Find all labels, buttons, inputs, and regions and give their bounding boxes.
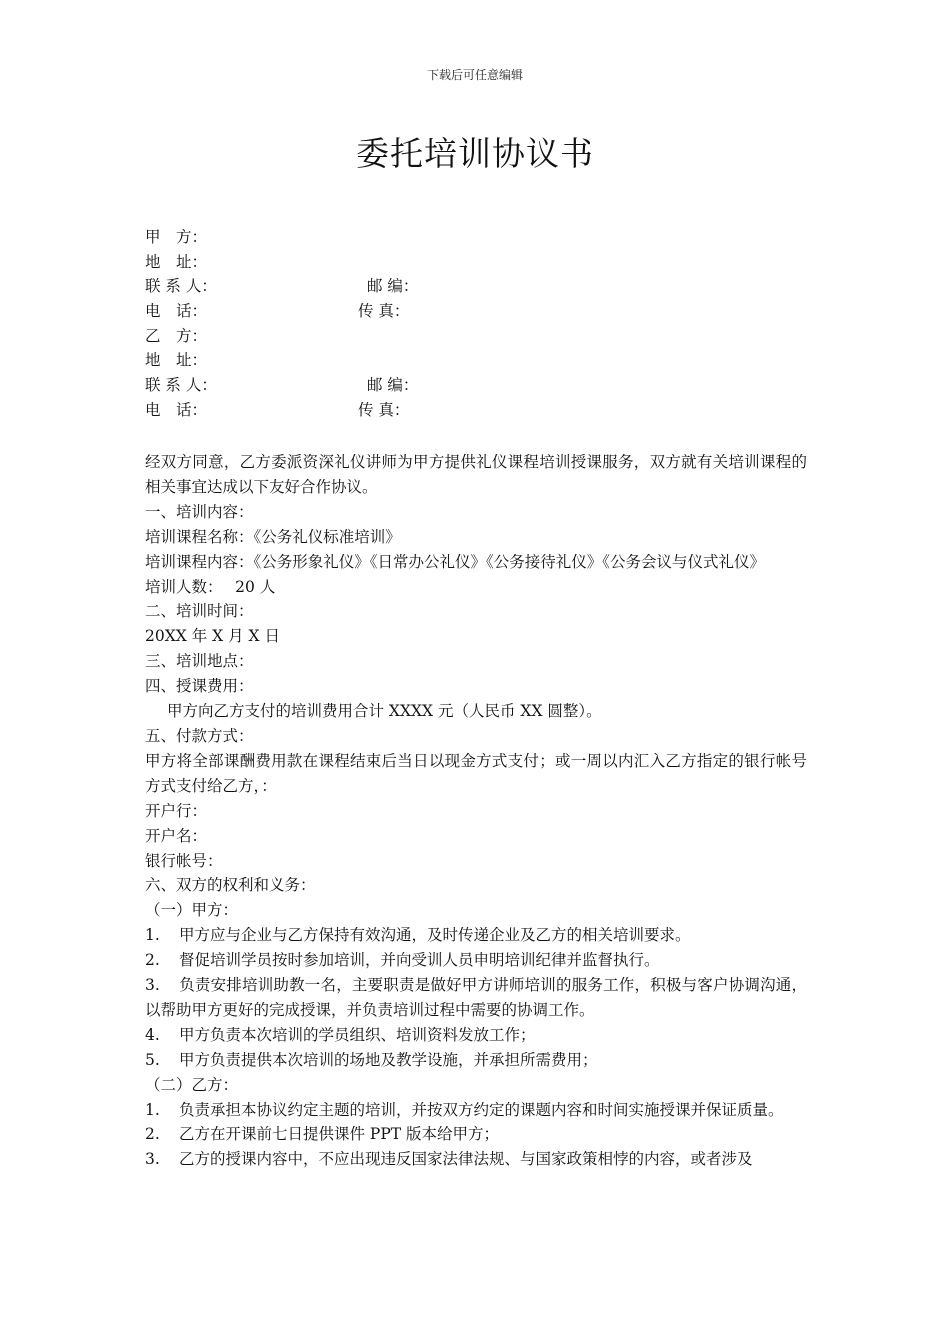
party-a-postcode-label: 邮 编：: [367, 277, 419, 296]
party-b-duty-item: [145, 1147, 807, 1172]
account-name-label: 开户名：: [145, 826, 208, 845]
course-content: 培训课程内容：《公务形象礼仪》《日常办公礼仪》《公务接待礼仪》《公务会议与仪式礼仪》: [145, 552, 766, 571]
item-number: 3.: [145, 976, 160, 995]
section-4-heading: 四、授课费用：: [145, 677, 254, 696]
item-text: 乙方在开课前七日提供课件 PPT 版本给甲方；: [179, 1125, 500, 1144]
section-5-heading: 五、付款方式：: [145, 726, 254, 745]
party-info-block: [145, 225, 815, 423]
item-number: 3.: [145, 1150, 160, 1169]
party-b-label: 乙 方：: [145, 326, 208, 345]
item-number: 1.: [145, 1100, 160, 1119]
party-b-contact-row: [145, 373, 815, 398]
item-text: 负责安排培训助教一名，主要职责是做好甲方讲师培训的服务工作，积极与客户协调沟通，以帮助甲方更好的完成授课，并负责培训过程中需要的协调工作。: [145, 976, 807, 1019]
party-b-address-label: 地 址：: [145, 351, 208, 370]
item-text: 负责承担本协议约定主题的培训，并按双方约定的课题内容和时间实施授课并保证质量。: [179, 1100, 784, 1119]
document-title: 委托培训协议书: [356, 134, 594, 173]
trainee-count: 培训人数： 20 人: [145, 577, 276, 596]
item-text: 乙方的授课内容中，不应出现违反国家法律法规、与国家政策相悖的内容，或者涉及: [179, 1150, 753, 1169]
party-a-duty-item: [145, 948, 807, 973]
item-text: 甲方负责本次培训的学员组织、培训资料发放工作；: [179, 1025, 536, 1044]
intro-paragraph: 经双方同意，乙方委派资深礼仪讲师为甲方提供礼仪课程培训授课服务，双方就有关培训课程的相关事宜达成以下友好合作协议。: [145, 453, 807, 496]
fee-text: 甲方向乙方支付的培训费用合计 XXXX 元（人民币 XX 圆整）。: [167, 702, 602, 721]
section-6-heading: 六、双方的权利和义务：: [145, 876, 316, 895]
party-a-address-label: 地 址：: [145, 252, 208, 271]
item-text: 甲方负责提供本次培训的场地及教学设施，并承担所需费用；: [179, 1050, 598, 1069]
item-number: 2.: [145, 951, 160, 970]
item-text: 督促培训学员按时参加培训，并向受训人员申明培训纪律并监督执行。: [179, 951, 660, 970]
party-a-name-row: [145, 225, 815, 250]
party-a-phone-row: [145, 299, 815, 324]
account-number-label: 银行帐号：: [145, 851, 223, 870]
section-2-heading: 二、培训时间：: [145, 602, 254, 621]
section-1-heading: 一、培训内容：: [145, 502, 254, 521]
party-b-duty-item: [145, 1098, 807, 1123]
item-text: 甲方应与企业与乙方保持有效沟通，及时传递企业及乙方的相关培训要求。: [179, 926, 691, 945]
party-a-duty-item: [145, 923, 807, 948]
party-b-phone-row: [145, 398, 815, 423]
party-a-duty-item: [145, 1023, 807, 1048]
item-number: 4.: [145, 1025, 160, 1044]
party-b-phone-label: 电 话：: [145, 400, 208, 419]
party-a-fax-label: 传 真：: [358, 302, 410, 321]
party-b-address-row: [145, 348, 815, 373]
party-b-fax-label: 传 真：: [358, 400, 410, 419]
party-a-duties-heading: （一）甲方：: [145, 901, 239, 920]
course-name: 培训课程名称：《公务礼仪标准培训》: [145, 527, 401, 546]
party-a-phone-label: 电 话：: [145, 302, 208, 321]
payment-text: 甲方将全部课酬费用款在课程结束后当日以现金方式支付；或一周以内汇入乙方指定的银行帐号方式支付给乙方，：: [145, 751, 807, 795]
party-a-address-row: [145, 250, 815, 275]
party-b-contact-label: 联 系 人：: [145, 376, 217, 395]
party-a-contact-label: 联 系 人：: [145, 277, 217, 296]
party-b-duty-item: [145, 1122, 807, 1147]
training-date: 20XX 年 X 月 X 日: [145, 627, 280, 646]
party-a-label: 甲 方：: [145, 228, 208, 246]
party-b-duties-heading: （二）乙方：: [145, 1075, 239, 1094]
party-a-duty-item: [145, 973, 807, 1023]
header-note: 下载后可任意编辑: [426, 68, 523, 82]
party-a-duty-item: [145, 1048, 807, 1073]
party-a-contact-row: [145, 274, 815, 299]
bank-label: 开户行：: [145, 801, 208, 820]
item-number: 1.: [145, 926, 160, 945]
item-number: 5.: [145, 1050, 160, 1069]
party-b-name-row: [145, 324, 815, 349]
section-3-heading: 三、培训地点：: [145, 652, 254, 671]
item-number: 2.: [145, 1125, 160, 1144]
party-b-postcode-label: 邮 编：: [367, 376, 419, 395]
agreement-body: [145, 450, 807, 1172]
